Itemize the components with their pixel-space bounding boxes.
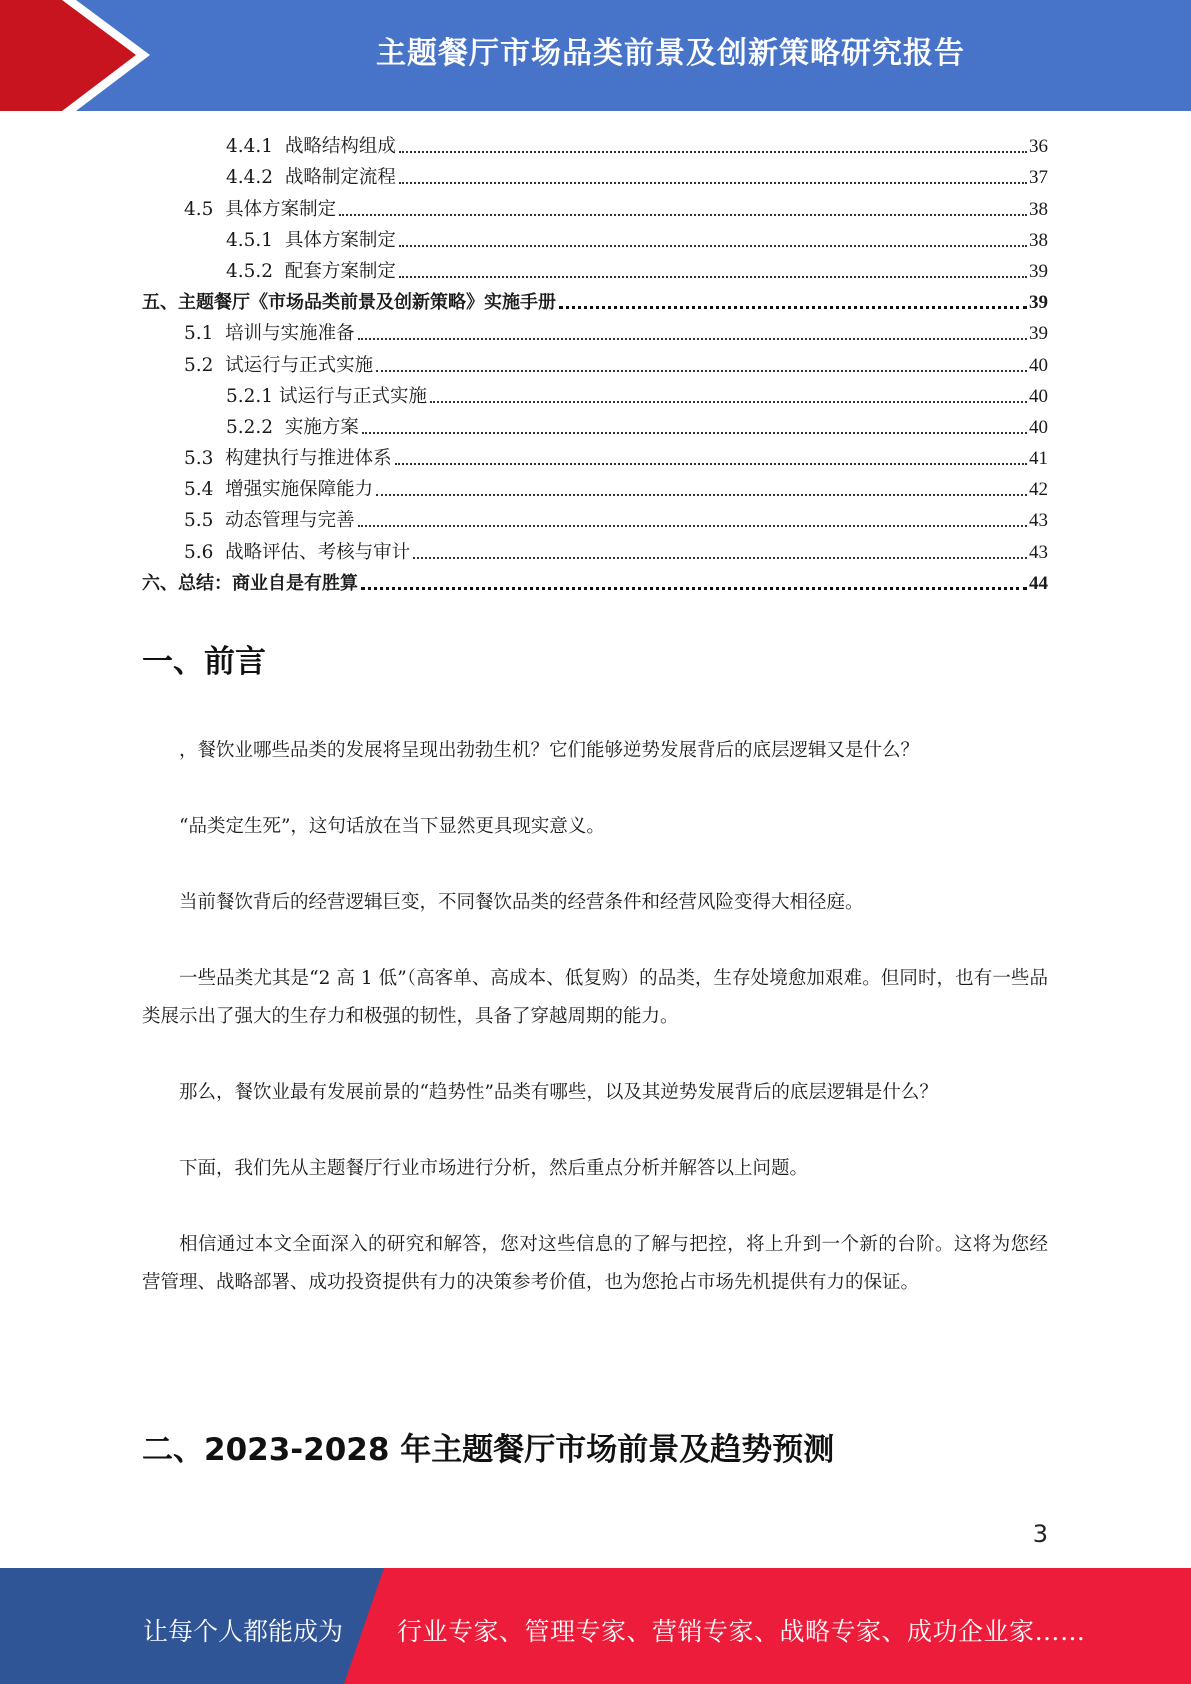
toc-entry-page: 40: [1029, 416, 1048, 438]
toc-entry[interactable]: [142, 284, 1048, 315]
toc-entry-page: 43: [1029, 541, 1048, 563]
toc-entry-page: 41: [1029, 448, 1048, 470]
body-paragraph: 当前餐饮背后的经营逻辑巨变，不同餐饮品类的经营条件和经营风险变得大相径庭。: [179, 892, 864, 913]
toc-entry-label: 六、总结：商业自是有胜算: [142, 572, 358, 594]
toc-entry-label: 5.3 构建执行与推进体系: [184, 448, 392, 470]
page-footer: [0, 1568, 1191, 1684]
toc-entry-label: 5.2.1 试运行与正式实施: [226, 385, 427, 407]
toc-dot-leader: [339, 214, 1027, 216]
toc-entry[interactable]: [142, 222, 1048, 253]
toc-entry-page: 40: [1029, 385, 1048, 407]
toc-entry-label: 5.4 增强实施保障能力: [184, 479, 374, 501]
page-number: 3: [1032, 1520, 1048, 1548]
toc-entry-page: 44: [1029, 572, 1048, 594]
toc-entry-page: 40: [1029, 354, 1048, 376]
toc-entry-label: 五、主题餐厅《市场品类前景及创新策略》实施手册: [142, 292, 556, 314]
toc-entry-label: 5.2 试运行与正式实施: [184, 354, 374, 376]
toc-entry[interactable]: [142, 159, 1048, 190]
toc-dot-leader: [376, 370, 1027, 372]
toc-entry[interactable]: [142, 128, 1048, 159]
body-paragraph: “品类定生死”，这句话放在当下显然更具现实意义。: [179, 816, 605, 837]
body-paragraph: 相信通过本文全面深入的研究和解答，您对这些信息的了解与把控，将上升到一个新的台阶。这将为您经营管理、战略部署、成功投资提供有力的决策参考价值，也为您抢占市场先机提供有力的保证。: [142, 1234, 1048, 1293]
body-paragraph: 那么，餐饮业最有发展前景的“趋势性”品类有哪些，以及其逆势发展背后的底层逻辑是什么？: [179, 1082, 938, 1103]
toc-entry[interactable]: [142, 502, 1048, 533]
toc-entry-label: 4.5 具体方案制定: [184, 198, 337, 220]
toc-entry[interactable]: [142, 346, 1048, 377]
toc-entry[interactable]: [142, 253, 1048, 284]
toc-dot-leader: [399, 245, 1027, 247]
table-of-contents: [142, 128, 1048, 596]
toc-entry-label: 5.1 培训与实施准备: [184, 323, 355, 345]
toc-entry-label: 5.6 战略评估、考核与审计: [184, 541, 411, 563]
toc-entry-page: 43: [1029, 510, 1048, 532]
toc-dot-leader: [559, 306, 1027, 309]
toc-entry[interactable]: [142, 565, 1048, 596]
toc-entry-page: 38: [1029, 229, 1048, 251]
toc-dot-leader: [413, 557, 1027, 559]
toc-dot-leader: [358, 338, 1027, 340]
toc-entry-page: 37: [1029, 167, 1048, 189]
toc-entry[interactable]: [142, 533, 1048, 564]
footer-slogan-left: 让每个人都能成为: [143, 1617, 344, 1646]
toc-entry-label: 5.2.2 实施方案: [226, 416, 359, 438]
toc-dot-leader: [362, 432, 1027, 434]
section-heading-preface: 一、前言: [142, 644, 266, 680]
toc-entry[interactable]: [142, 190, 1048, 221]
body-paragraph: 一些品类尤其是“2 高 1 低”（高客单、高成本、低复购）的品类，生存处境愈加艰难。但同时，也有一些品类展示出了强大的生存力和极强的韧性，具备了穿越周期的能力。: [142, 968, 1048, 1027]
toc-dot-leader: [395, 463, 1027, 465]
toc-entry-label: 5.5 动态管理与完善: [184, 510, 355, 532]
toc-entry-page: 38: [1029, 198, 1048, 220]
toc-dot-leader: [399, 182, 1027, 184]
toc-entry-page: 39: [1029, 292, 1048, 314]
toc-entry-page: 39: [1029, 323, 1048, 345]
toc-entry-page: 42: [1029, 479, 1048, 501]
preface-body: [142, 732, 1048, 1340]
toc-entry-label: 4.4.1 战略结构组成: [226, 136, 396, 158]
toc-entry[interactable]: [142, 378, 1048, 409]
toc-dot-leader: [361, 587, 1027, 590]
toc-entry[interactable]: [142, 440, 1048, 471]
toc-dot-leader: [358, 525, 1027, 527]
toc-entry[interactable]: [142, 471, 1048, 502]
toc-entry-page: 36: [1029, 136, 1048, 158]
toc-dot-leader: [399, 276, 1027, 278]
toc-dot-leader: [376, 494, 1027, 496]
body-paragraph: 下面，我们先从主题餐厅行业市场进行分析，然后重点分析并解答以上问题。: [179, 1158, 809, 1179]
section-heading-market-forecast: 二、2023-2028 年主题餐厅市场前景及趋势预测: [142, 1432, 835, 1468]
report-title: 主题餐厅市场品类前景及创新策略研究报告: [376, 36, 965, 71]
body-paragraph: ，餐饮业哪些品类的发展将呈现出勃勃生机？它们能够逆势发展背后的底层逻辑又是什么？: [179, 740, 920, 761]
toc-dot-leader: [430, 401, 1027, 403]
toc-entry-label: 4.4.2 战略制定流程: [226, 167, 396, 189]
toc-entry[interactable]: [142, 315, 1048, 346]
toc-entry-label: 4.5.2 配套方案制定: [226, 260, 396, 282]
footer-slogan-right: 行业专家、管理专家、营销专家、战略专家、成功企业家……: [397, 1617, 1086, 1646]
page-header: [0, 0, 1191, 111]
toc-entry-page: 39: [1029, 260, 1048, 282]
toc-dot-leader: [399, 151, 1027, 153]
toc-entry[interactable]: [142, 409, 1048, 440]
toc-entry-label: 4.5.1 具体方案制定: [226, 229, 396, 251]
header-red-chevron: [0, 0, 148, 111]
